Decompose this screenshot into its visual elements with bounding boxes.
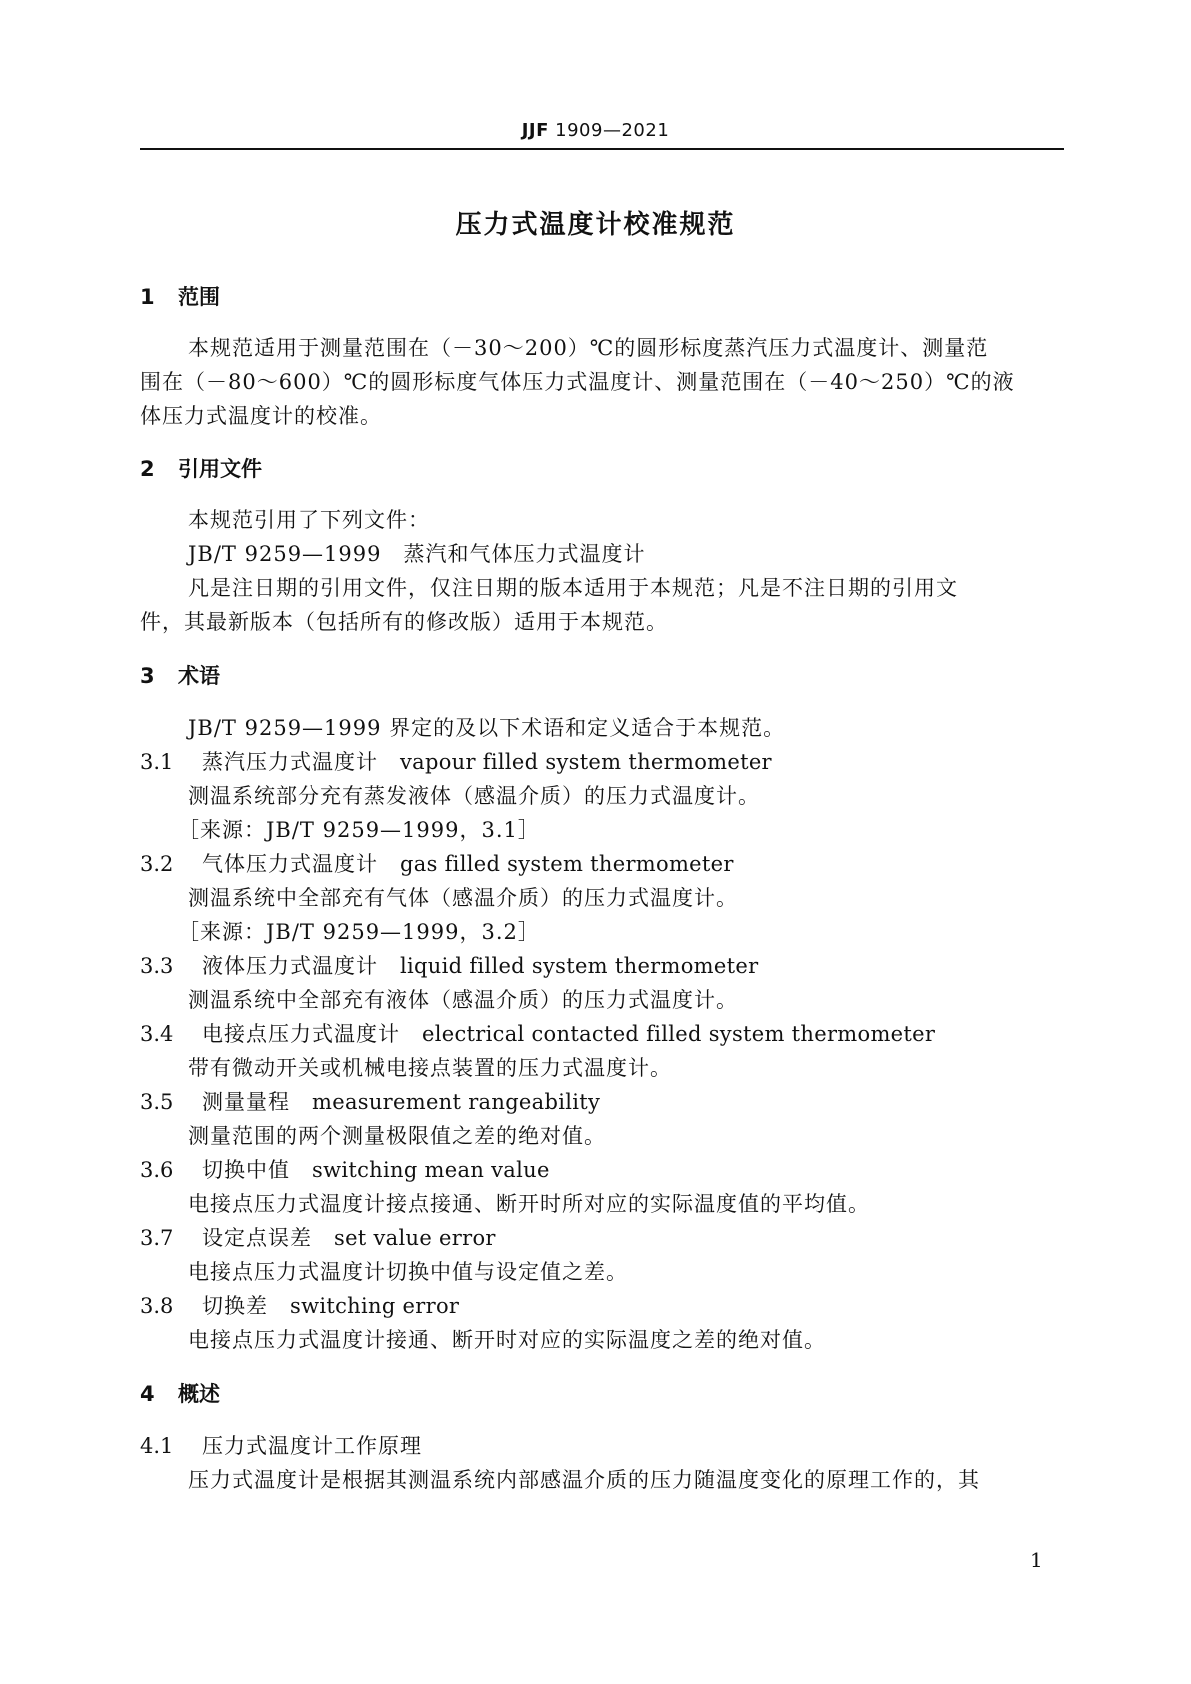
section-3-heading — [140, 660, 220, 690]
paragraph-line: 压力式温度计是根据其测温系统内部感温介质的压力随温度变化的原理工作的，其 — [188, 1468, 980, 1492]
term-heading — [140, 848, 734, 878]
term-definition: 带有微动开关或机械电接点装置的压力式温度计。 — [188, 1056, 672, 1080]
paragraph-line: 本规范适用于测量范围在（－30～200）℃的圆形标度蒸汽压力式温度计、测量范 — [188, 336, 989, 360]
term-en: measurement rangeability — [312, 1090, 601, 1114]
term-definition: 电接点压力式温度计接通、断开时对应的实际温度之差的绝对值。 — [188, 1328, 826, 1352]
term-definition: 电接点压力式温度计切换中值与设定值之差。 — [188, 1260, 628, 1284]
term-en: switching mean value — [312, 1158, 550, 1182]
reference-item: JB/T 9259—1999 蒸汽和气体压力式温度计 — [188, 542, 646, 566]
term-en: electrical contacted filled system thermometer — [422, 1022, 936, 1046]
term-en: vapour filled system thermometer — [400, 750, 772, 774]
term-en: set value error — [334, 1226, 496, 1250]
term-source: ［来源：JB/T 9259—1999，3.2］ — [178, 920, 540, 944]
section-4-heading — [140, 1378, 220, 1408]
term-zh: 气体压力式温度计 — [202, 852, 378, 876]
paragraph-line: 本规范引用了下列文件： — [188, 508, 430, 532]
term-heading — [140, 1290, 459, 1320]
term-heading — [140, 746, 772, 776]
term-heading — [140, 1154, 550, 1184]
section-title: 概述 — [178, 1382, 220, 1406]
section-number: 4 — [140, 1382, 155, 1406]
subsection-title: 压力式温度计工作原理 — [202, 1434, 422, 1458]
page-title: 压力式温度计校准规范 — [455, 210, 736, 240]
term-zh: 切换中值 — [202, 1158, 290, 1182]
header-rule — [140, 148, 1064, 150]
term-zh: 测量量程 — [202, 1090, 290, 1114]
term-zh: 液体压力式温度计 — [202, 954, 378, 978]
paragraph-line: JB/T 9259—1999 界定的及以下术语和定义适合于本规范。 — [188, 716, 786, 740]
term-zh: 蒸汽压力式温度计 — [202, 750, 378, 774]
document-code — [0, 120, 1191, 141]
term-heading — [140, 1086, 600, 1116]
term-definition: 测温系统中全部充有气体（感温介质）的压力式温度计。 — [188, 886, 738, 910]
term-en: switching error — [290, 1294, 460, 1318]
paragraph-line: 件，其最新版本（包括所有的修改版）适用于本规范。 — [140, 610, 668, 634]
term-definition: 电接点压力式温度计接点接通、断开时所对应的实际温度值的平均值。 — [188, 1192, 870, 1216]
term-number: 3.4 — [140, 1022, 174, 1046]
section-title: 引用文件 — [178, 457, 262, 481]
term-zh: 电接点压力式温度计 — [202, 1022, 400, 1046]
term-number: 3.1 — [140, 750, 174, 774]
term-zh: 设定点误差 — [202, 1226, 312, 1250]
term-definition: 测温系统中全部充有液体（感温介质）的压力式温度计。 — [188, 988, 738, 1012]
term-heading — [140, 1018, 935, 1048]
paragraph-line: 围在（－80～600）℃的圆形标度气体压力式温度计、测量范围在（－40～250）℃的液 — [140, 370, 1015, 394]
term-number: 3.3 — [140, 954, 174, 978]
term-heading — [140, 1222, 496, 1252]
term-en: liquid filled system thermometer — [400, 954, 759, 978]
paragraph-line: 凡是注日期的引用文件，仅注日期的版本适用于本规范；凡是不注日期的引用文 — [188, 576, 958, 600]
term-zh: 切换差 — [202, 1294, 268, 1318]
term-number: 3.2 — [140, 852, 174, 876]
term-en: gas filled system thermometer — [400, 852, 734, 876]
term-number: 3.5 — [140, 1090, 174, 1114]
page-number: 1 — [1030, 1548, 1043, 1572]
section-number: 2 — [140, 457, 155, 481]
term-definition: 测量范围的两个测量极限值之差的绝对值。 — [188, 1124, 606, 1148]
section-2-heading — [140, 453, 262, 483]
subsection-number: 4.1 — [140, 1434, 174, 1458]
section-number: 3 — [140, 664, 155, 688]
code-number: 1909—2021 — [555, 120, 670, 141]
code-prefix: JJF — [521, 120, 549, 141]
term-definition: 测温系统部分充有蒸发液体（感温介质）的压力式温度计。 — [188, 784, 760, 808]
section-1-heading — [140, 281, 220, 311]
term-source: ［来源：JB/T 9259—1999，3.1］ — [178, 818, 540, 842]
term-number: 3.8 — [140, 1294, 174, 1318]
paragraph-line: 体压力式温度计的校准。 — [140, 404, 382, 428]
section-title: 范围 — [178, 285, 220, 309]
term-number: 3.7 — [140, 1226, 174, 1250]
subsection-heading — [140, 1430, 422, 1460]
section-title: 术语 — [178, 664, 220, 688]
term-number: 3.6 — [140, 1158, 174, 1182]
term-heading — [140, 950, 758, 980]
section-number: 1 — [140, 285, 155, 309]
